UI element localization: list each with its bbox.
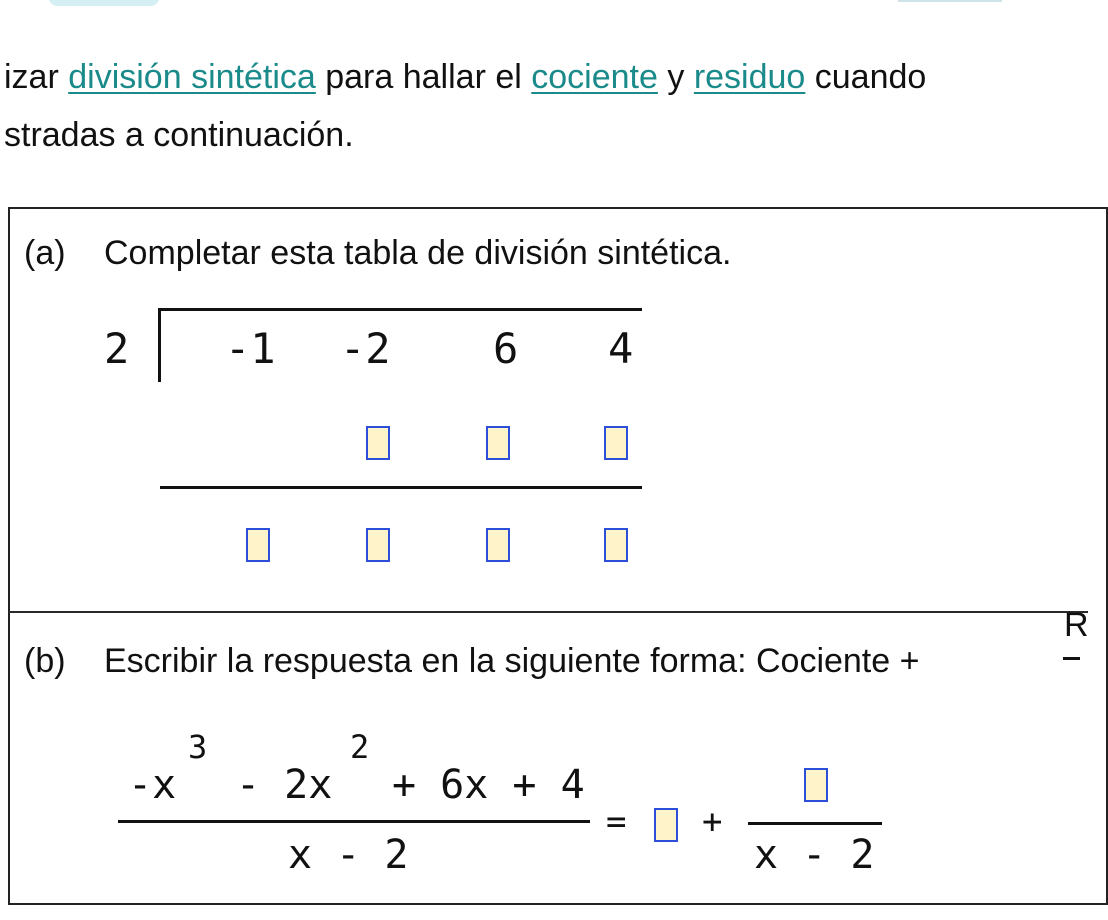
middle-row-answer-box-1[interactable] bbox=[366, 426, 390, 460]
instruction-fragment: izar bbox=[4, 58, 69, 96]
middle-row-answer-box-2[interactable] bbox=[486, 426, 510, 460]
lhs-term-2x: - 2x bbox=[236, 762, 333, 808]
lhs-exponent-2: 2 bbox=[350, 728, 370, 766]
instruction-text bbox=[4, 48, 1080, 164]
instruction-line-2: stradas a continuación. bbox=[4, 116, 354, 154]
part-a-label: (a) bbox=[24, 234, 66, 272]
coefficient-4: 4 bbox=[608, 324, 634, 373]
bottom-row-answer-box-4[interactable] bbox=[604, 528, 628, 562]
part-b-instruction: Escribir la respuesta en la siguiente forma: Cociente + bbox=[104, 642, 920, 680]
bottom-row-answer-box-3[interactable] bbox=[486, 528, 510, 562]
sum-line bbox=[160, 486, 642, 489]
instruction-line-1 bbox=[4, 48, 1080, 106]
rhs-fraction-bar bbox=[748, 822, 882, 825]
instruction-fragment: y bbox=[657, 58, 694, 96]
lhs-denominator: x - 2 bbox=[288, 832, 409, 878]
instruction-fragment: cuando bbox=[805, 58, 927, 96]
coefficient-1: -1 bbox=[225, 324, 276, 373]
coefficient-2: -2 bbox=[340, 324, 391, 373]
remainder-answer-box[interactable] bbox=[804, 768, 828, 802]
term-cociente-link[interactable]: cociente bbox=[531, 58, 658, 96]
quotient-answer-box[interactable] bbox=[654, 808, 678, 842]
lhs-term-rest: + 6x + 4 bbox=[392, 762, 585, 808]
part-b-label: (b) bbox=[24, 642, 66, 680]
divisor-value: 2 bbox=[104, 324, 130, 373]
bottom-row-answer-box-1[interactable] bbox=[246, 528, 270, 562]
top-tab-indicator bbox=[48, 0, 160, 6]
bottom-row-answer-box-2[interactable] bbox=[366, 528, 390, 562]
division-bracket-vertical bbox=[158, 310, 161, 382]
plus-sign: + bbox=[702, 802, 723, 842]
cut-off-remainder-numerator: R bbox=[1064, 606, 1089, 644]
lhs-fraction-bar bbox=[118, 820, 590, 823]
division-bracket-top bbox=[158, 308, 642, 311]
cut-off-fraction-bar bbox=[1063, 657, 1080, 660]
equals-sign: = bbox=[606, 802, 627, 842]
middle-row-answer-box-3[interactable] bbox=[604, 426, 628, 460]
rhs-denominator: x - 2 bbox=[754, 832, 875, 878]
top-edge-line bbox=[898, 0, 1002, 2]
section-divider bbox=[8, 611, 1088, 613]
instruction-fragment: para hallar el bbox=[315, 58, 532, 96]
lhs-exponent-3: 3 bbox=[188, 728, 208, 766]
part-a-instruction: Completar esta tabla de división sintética. bbox=[104, 234, 732, 272]
term-residuo-link[interactable]: residuo bbox=[693, 58, 806, 96]
term-division-sintetica-link[interactable]: división sintética bbox=[68, 58, 316, 96]
lhs-term-neg-x: -x bbox=[128, 762, 177, 808]
coefficient-3: 6 bbox=[493, 324, 519, 373]
